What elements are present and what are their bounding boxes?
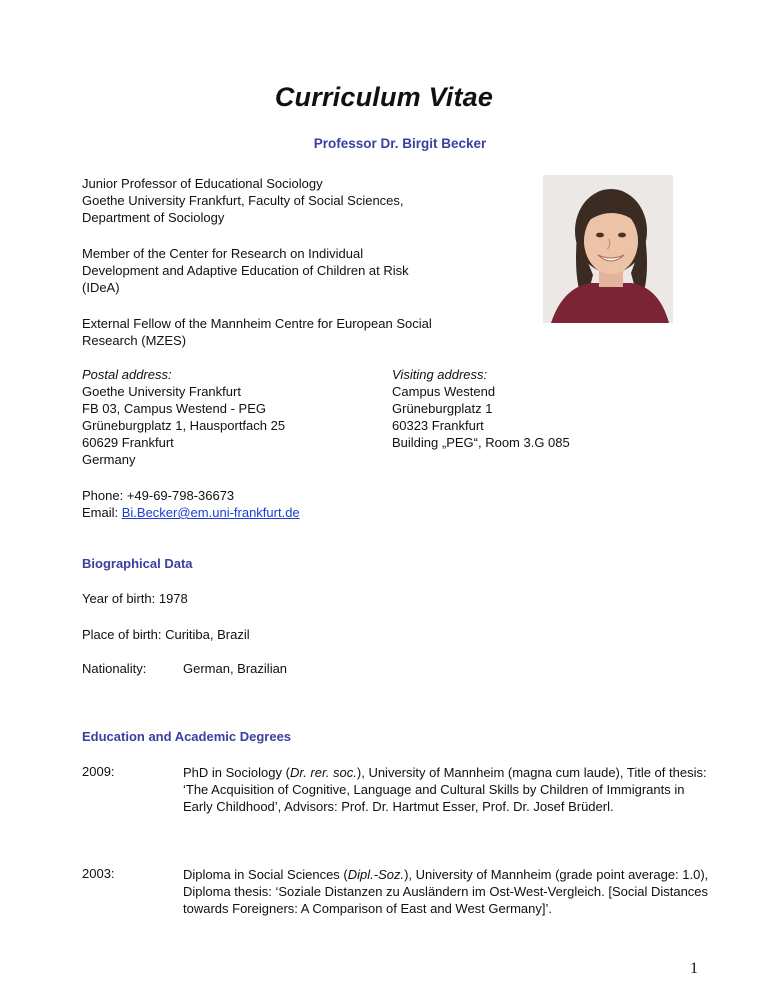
affiliation-primary: Junior Professor of Educational Sociology Goethe University Frankfurt, Faculty of Social Sciences, Department of Sociology [82, 176, 404, 225]
page-number: 1 [690, 960, 698, 977]
postal-address: Postal address: Goethe University Frankfurt FB 03, Campus Westend - PEG Grüneburgplatz 1, Hausportfach 25 60629 Frankfurt Germany [82, 367, 286, 467]
education-year-2009: 2009: [82, 764, 115, 779]
phone-number: Phone: +49-69-798-36673 [82, 488, 235, 503]
nationality-value: German, Brazilian [183, 661, 288, 676]
place-of-birth: Place of birth: Curitiba, Brazil [82, 627, 250, 642]
section-heading-biographical: Biographical Data [82, 556, 193, 571]
contact-info [82, 487, 300, 521]
page-title: Curriculum Vitae [274, 82, 494, 112]
portrait-photo [543, 175, 673, 323]
email-link[interactable]: Bi.Becker@em.uni-frankfurt.de [121, 505, 300, 520]
person-name: Professor Dr. Birgit Becker [313, 136, 487, 151]
portrait-illustration [543, 175, 673, 323]
year-of-birth: Year of birth: 1978 [82, 591, 188, 606]
education-entry-diploma: Diploma in Social Sciences (Dipl.-Soz.), University of Mannheim (grade point average: 1.0), Diploma thesis: ‘Soziale Distanzen zu Ausländern im Ost-West-Vergleich. [Social Distances towards Foreigners: A Comparison of East and West Germany]’. [183, 867, 709, 916]
email-line: Email: Bi.Becker@em.uni-frankfurt.de [82, 505, 300, 520]
visiting-address: Visiting address: Campus Westend Grüneburgplatz 1 60323 Frankfurt Building „PEG“, Room 3.G 085 [392, 367, 570, 450]
affiliation-idea: Member of the Center for Research on Individual Development and Adaptive Education of Children at Risk (IDeA) [82, 246, 409, 295]
section-heading-education: Education and Academic Degrees [82, 729, 292, 744]
education-entry-phd: PhD in Sociology (Dr. rer. soc.), University of Mannheim (magna cum laude), Title of thesis: ‘The Acquisition of Cognitive, Language and Cultural Skills by Children of Immigrants in Early Childhood’, Advisors: Prof. Dr. Hartmut Esser, Prof. Dr. Josef Brüderl. [183, 765, 707, 814]
nationality-label: Nationality: [82, 661, 147, 676]
education-year-2003: 2003: [82, 866, 115, 881]
affiliation-mzes: External Fellow of the Mannheim Centre for European Social Research (MZES) [82, 316, 432, 348]
